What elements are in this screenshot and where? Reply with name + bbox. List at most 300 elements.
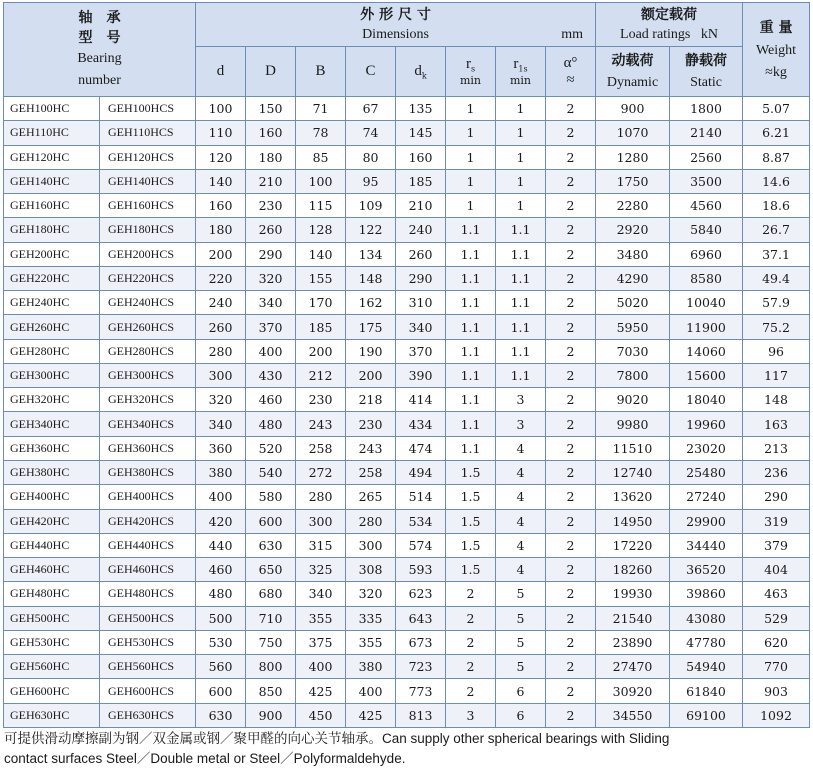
table-cell: 2 bbox=[546, 558, 596, 582]
table-cell: 155 bbox=[296, 266, 346, 290]
model-hc-cell: GEH140HC bbox=[4, 169, 100, 193]
table-row bbox=[4, 145, 810, 169]
col-dk: $d_k$ bbox=[396, 47, 446, 97]
table-cell: 1.1 bbox=[446, 218, 496, 242]
table-cell: 14.6 bbox=[743, 169, 810, 193]
table-cell: 1800 bbox=[670, 97, 743, 121]
table-cell: 600 bbox=[196, 679, 246, 703]
table-cell: 243 bbox=[346, 436, 396, 460]
table-cell: 2 bbox=[546, 509, 596, 533]
model-hc-cell: GEH530HC bbox=[4, 630, 100, 654]
model-hc-cell: GEH110HC bbox=[4, 121, 100, 145]
table-cell: 5 bbox=[496, 606, 546, 630]
table-row bbox=[4, 339, 810, 363]
model-hc-cell: GEH320HC bbox=[4, 388, 100, 412]
table-cell: 520 bbox=[246, 436, 296, 460]
model-hcs-cell: GEH180HCS bbox=[100, 218, 196, 242]
model-hcs-cell: GEH560HCS bbox=[100, 655, 196, 679]
model-hcs-cell: GEH600HCS bbox=[100, 679, 196, 703]
table-row bbox=[4, 509, 810, 533]
table-cell: 4 bbox=[496, 533, 546, 557]
table-cell: 185 bbox=[396, 169, 446, 193]
model-hc-cell: GEH500HC bbox=[4, 606, 100, 630]
table-cell: 710 bbox=[246, 606, 296, 630]
table-cell: 375 bbox=[296, 630, 346, 654]
table-cell: 3500 bbox=[670, 169, 743, 193]
table-cell: 1 bbox=[446, 194, 496, 218]
table-cell: 460 bbox=[246, 388, 296, 412]
table-cell: 2 bbox=[546, 169, 596, 193]
model-hcs-cell: GEH320HCS bbox=[100, 388, 196, 412]
table-cell: 4 bbox=[496, 460, 546, 484]
table-cell: 450 bbox=[296, 703, 346, 727]
table-cell: 240 bbox=[396, 218, 446, 242]
table-cell: 2 bbox=[546, 582, 596, 606]
table-cell: 180 bbox=[246, 145, 296, 169]
col-d: d bbox=[196, 47, 246, 97]
table-cell: 290 bbox=[396, 266, 446, 290]
table-cell: 85 bbox=[296, 145, 346, 169]
table-cell: 1.1 bbox=[496, 242, 546, 266]
table-cell: 6 bbox=[496, 703, 546, 727]
table-cell: 180 bbox=[196, 218, 246, 242]
table-cell: 1070 bbox=[596, 121, 670, 145]
table-row bbox=[4, 582, 810, 606]
table-cell: 400 bbox=[346, 679, 396, 703]
table-cell: 2 bbox=[446, 679, 496, 703]
table-cell: 1.5 bbox=[446, 460, 496, 484]
table-cell: 335 bbox=[346, 606, 396, 630]
table-cell: 1.1 bbox=[446, 242, 496, 266]
table-cell: 1.5 bbox=[446, 533, 496, 557]
table-cell: 1.1 bbox=[496, 339, 546, 363]
table-cell: 355 bbox=[296, 606, 346, 630]
table-cell: 5840 bbox=[670, 218, 743, 242]
table-cell: 2 bbox=[546, 679, 596, 703]
model-hcs-cell: GEH400HCS bbox=[100, 485, 196, 509]
table-cell: 2 bbox=[546, 485, 596, 509]
table-cell: 265 bbox=[346, 485, 396, 509]
table-cell: 280 bbox=[196, 339, 246, 363]
table-cell: 1.1 bbox=[446, 339, 496, 363]
table-cell: 494 bbox=[396, 460, 446, 484]
table-cell: 530 bbox=[196, 630, 246, 654]
table-row bbox=[4, 97, 810, 121]
table-cell: 320 bbox=[246, 266, 296, 290]
table-cell: 5020 bbox=[596, 291, 670, 315]
table-cell: 463 bbox=[743, 582, 810, 606]
model-hcs-cell: GEH140HCS bbox=[100, 169, 196, 193]
table-cell: 623 bbox=[396, 582, 446, 606]
model-hc-cell: GEH480HC bbox=[4, 582, 100, 606]
table-cell: 6960 bbox=[670, 242, 743, 266]
table-cell: 34550 bbox=[596, 703, 670, 727]
table-cell: 260 bbox=[196, 315, 246, 339]
table-cell: 1.1 bbox=[446, 266, 496, 290]
table-cell: 1.1 bbox=[446, 315, 496, 339]
table-cell: 29900 bbox=[670, 509, 743, 533]
table-cell: 1 bbox=[496, 97, 546, 121]
table-cell: 813 bbox=[396, 703, 446, 727]
table-row bbox=[4, 655, 810, 679]
table-cell: 240 bbox=[196, 291, 246, 315]
model-hc-cell: GEH360HC bbox=[4, 436, 100, 460]
table-cell: 300 bbox=[196, 363, 246, 387]
table-cell: 13620 bbox=[596, 485, 670, 509]
table-cell: 8.87 bbox=[743, 145, 810, 169]
table-cell: 514 bbox=[396, 485, 446, 509]
col-r1s: $r_{1s}$ min bbox=[496, 47, 546, 97]
table-cell: 630 bbox=[246, 533, 296, 557]
table-cell: 1.1 bbox=[496, 218, 546, 242]
model-hcs-cell: GEH530HCS bbox=[100, 630, 196, 654]
table-cell: 190 bbox=[346, 339, 396, 363]
table-cell: 4290 bbox=[596, 266, 670, 290]
table-cell: 400 bbox=[246, 339, 296, 363]
table-cell: 440 bbox=[196, 533, 246, 557]
table-row bbox=[4, 412, 810, 436]
table-cell: 200 bbox=[346, 363, 396, 387]
table-cell: 145 bbox=[396, 121, 446, 145]
model-hc-cell: GEH630HC bbox=[4, 703, 100, 727]
table-cell: 2560 bbox=[670, 145, 743, 169]
model-hc-cell: GEH460HC bbox=[4, 558, 100, 582]
table-cell: 650 bbox=[246, 558, 296, 582]
table-cell: 230 bbox=[296, 388, 346, 412]
table-cell: 903 bbox=[743, 679, 810, 703]
model-hc-cell: GEH120HC bbox=[4, 145, 100, 169]
table-cell: 2 bbox=[546, 266, 596, 290]
col-dynamic: 动载荷 Dynamic bbox=[596, 47, 670, 97]
table-cell: 11900 bbox=[670, 315, 743, 339]
model-hc-cell: GEH180HC bbox=[4, 218, 100, 242]
table-cell: 280 bbox=[296, 485, 346, 509]
table-cell: 160 bbox=[246, 121, 296, 145]
table-cell: 1.1 bbox=[446, 436, 496, 460]
table-cell: 1.1 bbox=[446, 388, 496, 412]
model-hcs-cell: GEH160HCS bbox=[100, 194, 196, 218]
table-cell: 260 bbox=[246, 218, 296, 242]
table-cell: 723 bbox=[396, 655, 446, 679]
table-cell: 15600 bbox=[670, 363, 743, 387]
table-cell: 2 bbox=[546, 460, 596, 484]
table-cell: 3 bbox=[446, 703, 496, 727]
table-cell: 7030 bbox=[596, 339, 670, 363]
table-cell: 1750 bbox=[596, 169, 670, 193]
table-cell: 290 bbox=[743, 485, 810, 509]
table-row bbox=[4, 436, 810, 460]
table-cell: 218 bbox=[346, 388, 396, 412]
model-hcs-cell: GEH110HCS bbox=[100, 121, 196, 145]
table-cell: 115 bbox=[296, 194, 346, 218]
table-cell: 400 bbox=[196, 485, 246, 509]
col-static: 静载荷 Static bbox=[670, 47, 743, 97]
table-cell: 243 bbox=[296, 412, 346, 436]
model-hc-cell: GEH280HC bbox=[4, 339, 100, 363]
bearing-spec-table-container bbox=[3, 2, 809, 728]
weight-en: Weight bbox=[755, 42, 797, 58]
table-cell: 5.07 bbox=[743, 97, 810, 121]
table-cell: 460 bbox=[196, 558, 246, 582]
table-cell: 750 bbox=[246, 630, 296, 654]
table-cell: 480 bbox=[196, 582, 246, 606]
model-hc-cell: GEH340HC bbox=[4, 412, 100, 436]
model-hc-cell: GEH600HC bbox=[4, 679, 100, 703]
table-cell: 300 bbox=[296, 509, 346, 533]
table-cell: 34440 bbox=[670, 533, 743, 557]
table-row bbox=[4, 242, 810, 266]
table-cell: 25480 bbox=[670, 460, 743, 484]
model-hc-cell: GEH300HC bbox=[4, 363, 100, 387]
table-cell: 140 bbox=[296, 242, 346, 266]
model-hc-cell: GEH560HC bbox=[4, 655, 100, 679]
table-cell: 19960 bbox=[670, 412, 743, 436]
table-cell: 900 bbox=[246, 703, 296, 727]
model-hc-cell: GEH440HC bbox=[4, 533, 100, 557]
table-row bbox=[4, 606, 810, 630]
table-row bbox=[4, 169, 810, 193]
table-cell: 18040 bbox=[670, 388, 743, 412]
table-cell: 643 bbox=[396, 606, 446, 630]
table-cell: 19930 bbox=[596, 582, 670, 606]
footer-line-1: 可提供滑动摩擦副为钢／双金属或钢／聚甲醛的向心关节轴承。Can supply other spherical bearings with Sliding bbox=[4, 731, 670, 746]
table-cell: 2140 bbox=[670, 121, 743, 145]
table-row bbox=[4, 218, 810, 242]
model-hcs-cell: GEH100HCS bbox=[100, 97, 196, 121]
table-cell: 3480 bbox=[596, 242, 670, 266]
table-cell: 1 bbox=[496, 145, 546, 169]
table-cell: 163 bbox=[743, 412, 810, 436]
model-hcs-cell: GEH120HCS bbox=[100, 145, 196, 169]
table-cell: 630 bbox=[196, 703, 246, 727]
table-cell: 8580 bbox=[670, 266, 743, 290]
table-cell: 673 bbox=[396, 630, 446, 654]
table-cell: 2 bbox=[546, 315, 596, 339]
table-cell: 320 bbox=[346, 582, 396, 606]
model-hcs-cell: GEH280HCS bbox=[100, 339, 196, 363]
table-cell: 2 bbox=[546, 145, 596, 169]
table-cell: 96 bbox=[743, 339, 810, 363]
table-cell: 1 bbox=[496, 121, 546, 145]
table-cell: 162 bbox=[346, 291, 396, 315]
table-cell: 148 bbox=[346, 266, 396, 290]
table-cell: 210 bbox=[396, 194, 446, 218]
table-cell: 117 bbox=[743, 363, 810, 387]
table-cell: 210 bbox=[246, 169, 296, 193]
table-cell: 71 bbox=[296, 97, 346, 121]
table-cell: 1.1 bbox=[496, 291, 546, 315]
table-cell: 213 bbox=[743, 436, 810, 460]
table-cell: 230 bbox=[246, 194, 296, 218]
model-hcs-cell: GEH440HCS bbox=[100, 533, 196, 557]
col-D: D bbox=[246, 47, 296, 97]
model-hcs-cell: GEH380HCS bbox=[100, 460, 196, 484]
table-cell: 850 bbox=[246, 679, 296, 703]
table-cell: 370 bbox=[396, 339, 446, 363]
table-cell: 540 bbox=[246, 460, 296, 484]
dims-unit: mm bbox=[561, 27, 584, 42]
table-cell: 420 bbox=[196, 509, 246, 533]
table-cell: 30920 bbox=[596, 679, 670, 703]
table-cell: 57.9 bbox=[743, 291, 810, 315]
table-cell: 290 bbox=[246, 242, 296, 266]
table-cell: 400 bbox=[296, 655, 346, 679]
table-cell: 1.5 bbox=[446, 485, 496, 509]
table-cell: 2 bbox=[546, 436, 596, 460]
dims-en: Dimensions bbox=[362, 26, 429, 42]
table-cell: 360 bbox=[196, 436, 246, 460]
bearing-en-1: Bearing bbox=[77, 50, 122, 66]
table-cell: 2 bbox=[546, 533, 596, 557]
table-cell: 2 bbox=[546, 242, 596, 266]
bearing-spec-rows bbox=[4, 97, 810, 728]
table-cell: 3 bbox=[496, 388, 546, 412]
bearing-zh-1: 轴 承 bbox=[78, 9, 121, 26]
table-cell: 69100 bbox=[670, 703, 743, 727]
table-cell: 404 bbox=[743, 558, 810, 582]
table-cell: 2 bbox=[546, 703, 596, 727]
model-hcs-cell: GEH630HCS bbox=[100, 703, 196, 727]
table-cell: 600 bbox=[246, 509, 296, 533]
table-cell: 379 bbox=[743, 533, 810, 557]
table-cell: 12740 bbox=[596, 460, 670, 484]
table-cell: 340 bbox=[246, 291, 296, 315]
model-hc-cell: GEH200HC bbox=[4, 242, 100, 266]
table-cell: 2 bbox=[446, 606, 496, 630]
model-hc-cell: GEH240HC bbox=[4, 291, 100, 315]
table-cell: 17220 bbox=[596, 533, 670, 557]
table-row bbox=[4, 315, 810, 339]
table-cell: 315 bbox=[296, 533, 346, 557]
table-row bbox=[4, 630, 810, 654]
table-cell: 160 bbox=[396, 145, 446, 169]
table-cell: 128 bbox=[296, 218, 346, 242]
table-cell: 6.21 bbox=[743, 121, 810, 145]
table-cell: 260 bbox=[396, 242, 446, 266]
table-cell: 4560 bbox=[670, 194, 743, 218]
table-cell: 1.1 bbox=[496, 363, 546, 387]
table-cell: 175 bbox=[346, 315, 396, 339]
table-cell: 2 bbox=[546, 194, 596, 218]
table-cell: 1.5 bbox=[446, 558, 496, 582]
table-cell: 74 bbox=[346, 121, 396, 145]
model-hcs-cell: GEH420HCS bbox=[100, 509, 196, 533]
table-cell: 425 bbox=[296, 679, 346, 703]
table-cell: 170 bbox=[296, 291, 346, 315]
table-cell: 120 bbox=[196, 145, 246, 169]
table-cell: 140 bbox=[196, 169, 246, 193]
table-cell: 122 bbox=[346, 218, 396, 242]
model-hcs-cell: GEH460HCS bbox=[100, 558, 196, 582]
table-cell: 18.6 bbox=[743, 194, 810, 218]
table-cell: 2 bbox=[546, 97, 596, 121]
table-row bbox=[4, 388, 810, 412]
table-cell: 37.1 bbox=[743, 242, 810, 266]
table-row bbox=[4, 679, 810, 703]
table-cell: 109 bbox=[346, 194, 396, 218]
table-row bbox=[4, 558, 810, 582]
table-cell: 480 bbox=[246, 412, 296, 436]
table-cell: 310 bbox=[396, 291, 446, 315]
table-cell: 75.2 bbox=[743, 315, 810, 339]
table-cell: 236 bbox=[743, 460, 810, 484]
table-cell: 1 bbox=[446, 97, 496, 121]
table-cell: 200 bbox=[196, 242, 246, 266]
table-cell: 1 bbox=[446, 145, 496, 169]
table-cell: 54940 bbox=[670, 655, 743, 679]
table-cell: 95 bbox=[346, 169, 396, 193]
table-cell: 27470 bbox=[596, 655, 670, 679]
table-cell: 340 bbox=[296, 582, 346, 606]
table-row bbox=[4, 533, 810, 557]
load-en: Load ratings bbox=[620, 26, 691, 42]
table-cell: 258 bbox=[346, 460, 396, 484]
col-alpha: α° ≈ bbox=[546, 47, 596, 97]
table-cell: 580 bbox=[246, 485, 296, 509]
model-hcs-cell: GEH360HCS bbox=[100, 436, 196, 460]
table-cell: 574 bbox=[396, 533, 446, 557]
table-cell: 560 bbox=[196, 655, 246, 679]
table-cell: 1.1 bbox=[496, 315, 546, 339]
table-cell: 340 bbox=[196, 412, 246, 436]
table-cell: 23890 bbox=[596, 630, 670, 654]
table-cell: 380 bbox=[346, 655, 396, 679]
table-cell: 14950 bbox=[596, 509, 670, 533]
table-cell: 5 bbox=[496, 582, 546, 606]
table-cell: 9980 bbox=[596, 412, 670, 436]
header-load-ratings bbox=[596, 3, 743, 47]
table-cell: 14060 bbox=[670, 339, 743, 363]
table-cell: 770 bbox=[743, 655, 810, 679]
table-cell: 534 bbox=[396, 509, 446, 533]
table-cell: 340 bbox=[396, 315, 446, 339]
model-hc-cell: GEH100HC bbox=[4, 97, 100, 121]
table-row bbox=[4, 121, 810, 145]
table-cell: 2280 bbox=[596, 194, 670, 218]
table-cell: 2 bbox=[546, 606, 596, 630]
model-hcs-cell: GEH340HCS bbox=[100, 412, 196, 436]
table-cell: 5 bbox=[496, 655, 546, 679]
table-cell: 1 bbox=[446, 121, 496, 145]
table-cell: 272 bbox=[296, 460, 346, 484]
table-cell: 355 bbox=[346, 630, 396, 654]
table-cell: 258 bbox=[296, 436, 346, 460]
table-row bbox=[4, 363, 810, 387]
table-cell: 185 bbox=[296, 315, 346, 339]
table-cell: 6 bbox=[496, 679, 546, 703]
table-cell: 2 bbox=[446, 630, 496, 654]
table-cell: 1280 bbox=[596, 145, 670, 169]
table-cell: 3 bbox=[496, 412, 546, 436]
table-cell: 430 bbox=[246, 363, 296, 387]
table-cell: 212 bbox=[296, 363, 346, 387]
model-hc-cell: GEH260HC bbox=[4, 315, 100, 339]
table-cell: 47780 bbox=[670, 630, 743, 654]
model-hcs-cell: GEH260HCS bbox=[100, 315, 196, 339]
table-cell: 2 bbox=[546, 121, 596, 145]
table-row bbox=[4, 266, 810, 290]
table-cell: 4 bbox=[496, 436, 546, 460]
table-cell: 150 bbox=[246, 97, 296, 121]
table-cell: 43080 bbox=[670, 606, 743, 630]
model-hc-cell: GEH380HC bbox=[4, 460, 100, 484]
table-cell: 18260 bbox=[596, 558, 670, 582]
model-hc-cell: GEH220HC bbox=[4, 266, 100, 290]
table-cell: 529 bbox=[743, 606, 810, 630]
table-cell: 1 bbox=[496, 169, 546, 193]
load-zh: 额定载荷 bbox=[641, 6, 698, 23]
table-cell: 1 bbox=[496, 194, 546, 218]
